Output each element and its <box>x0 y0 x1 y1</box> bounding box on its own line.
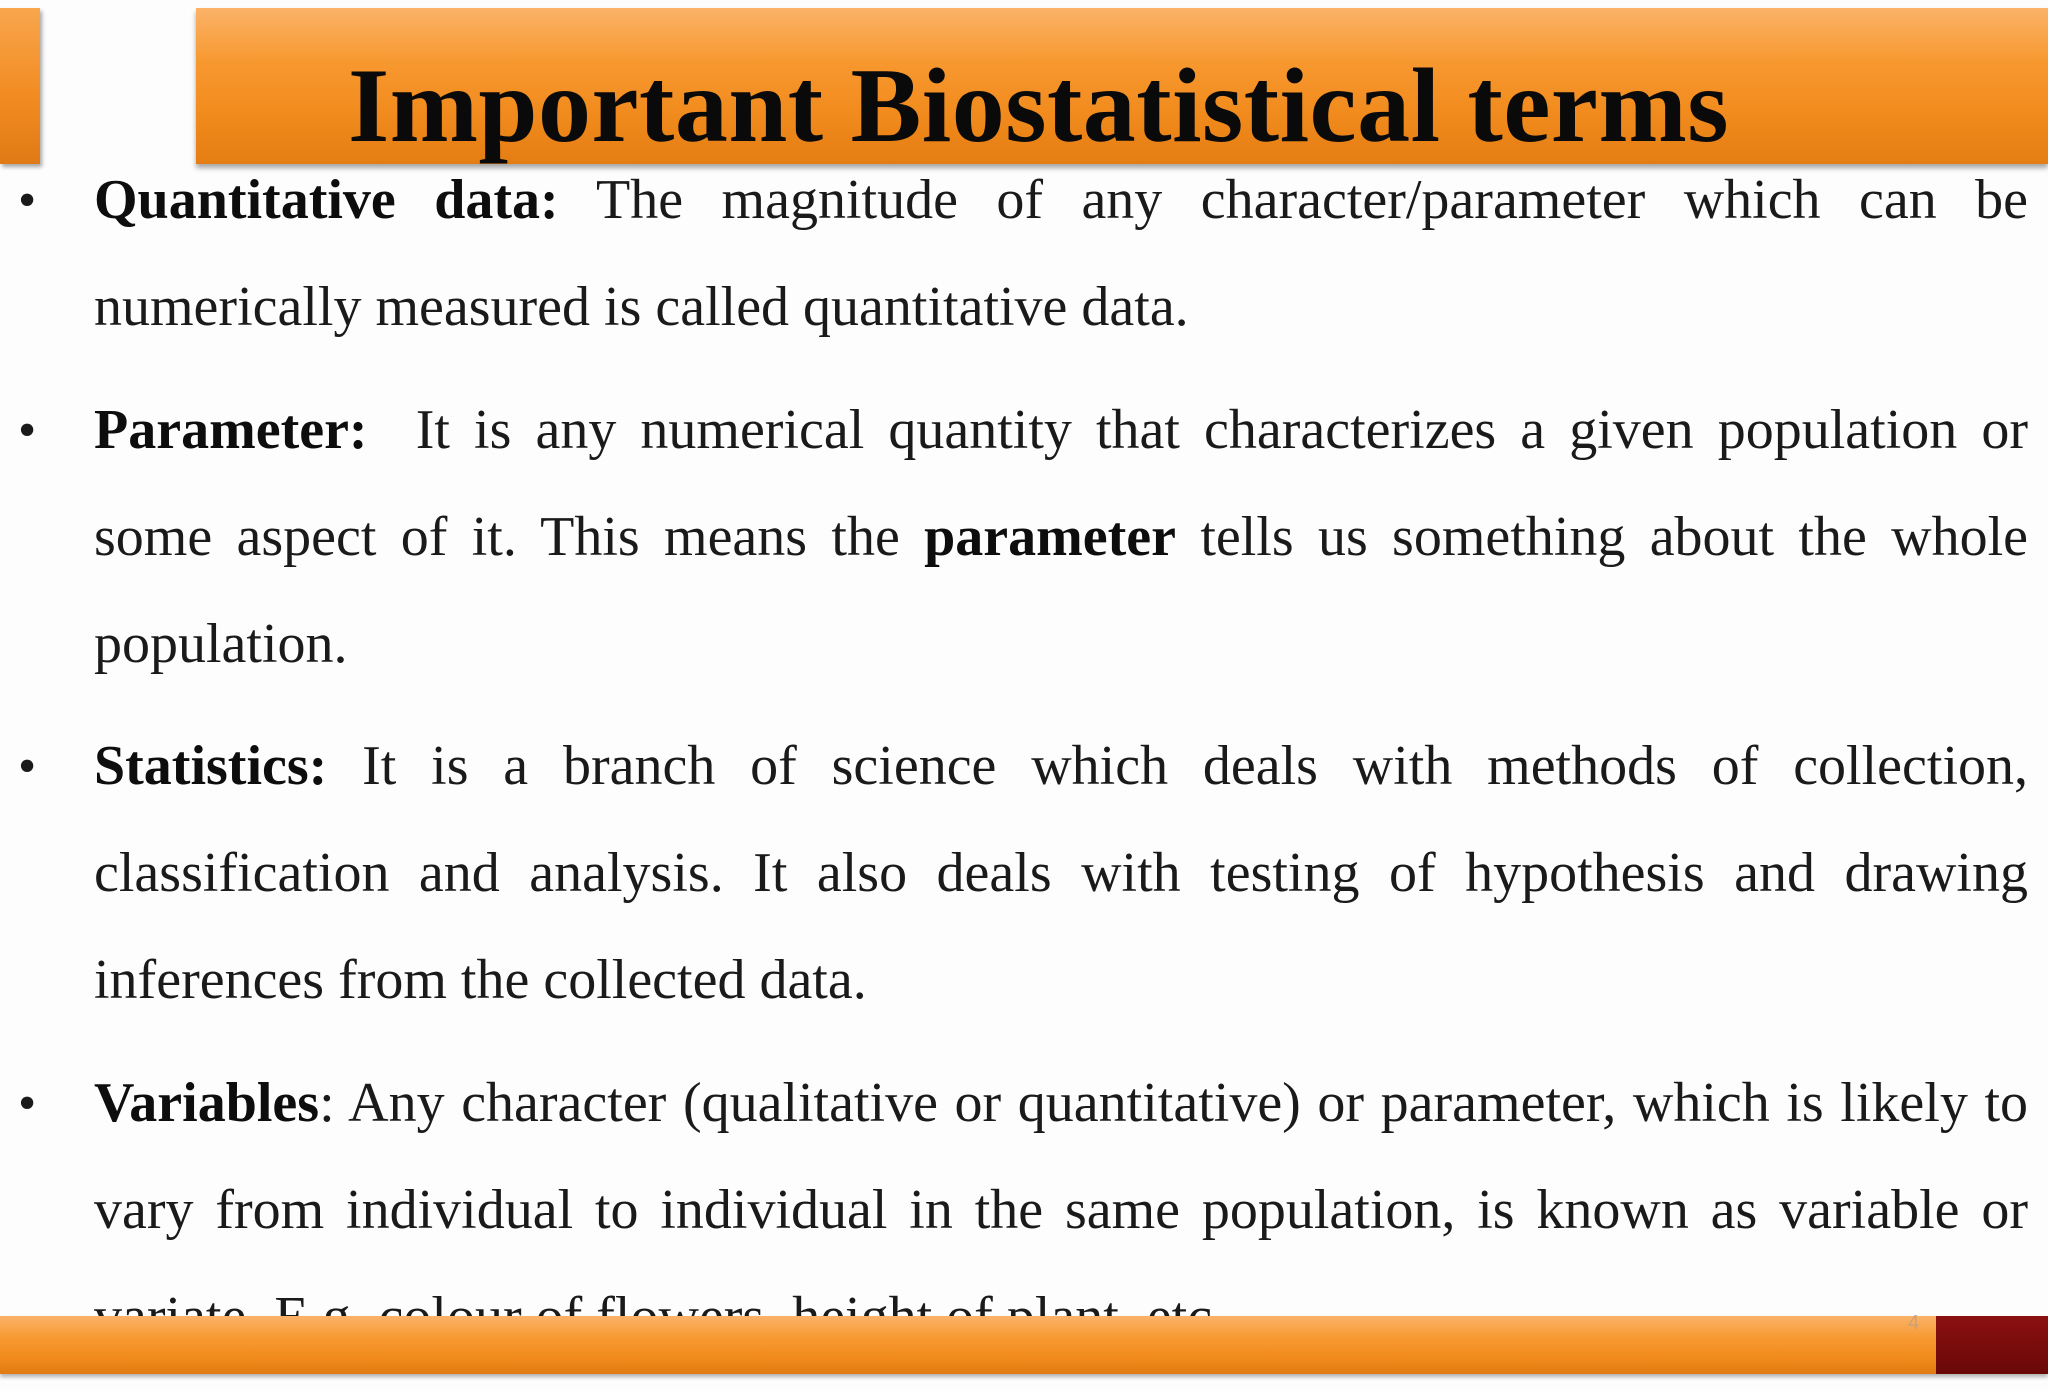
bullet-icon: • <box>18 1075 37 1132</box>
slide-title: Important Biostatistical terms <box>348 47 1729 164</box>
term-label: Quantitative data: <box>94 169 559 231</box>
emphasis-text: parameter <box>924 506 1176 568</box>
bullet-icon: • <box>18 402 37 459</box>
footer-bar <box>0 1316 2048 1374</box>
bullet-icon: • <box>18 738 37 795</box>
definition-body-end: tells us something about the whole population. <box>94 506 2029 675</box>
page-number: 4 <box>1908 1312 1920 1334</box>
definition-text <box>94 147 2028 361</box>
bullet-icon: • <box>18 172 37 229</box>
footer-corner-block <box>1936 1316 2048 1374</box>
definition-text <box>94 377 2042 698</box>
term-label: Statistics: <box>94 735 328 797</box>
term-label: Parameter: <box>94 399 368 461</box>
definition-body: : Any character (qualitative or quantitative) or parameter, which is likely to vary from individual to individual in the same population, is known as variable or <box>94 1072 2028 1241</box>
definition-body: It is any numerical quantity that characterizes a given population or some aspect of it. This means the <box>94 399 2042 568</box>
definition-body: The magnitude of any character/parameter which can be numerically measured is called quantitative data. <box>94 169 2028 338</box>
term-label: Variables <box>94 1072 320 1134</box>
definition-text <box>94 713 2028 1034</box>
definition-body: It is a branch of science which deals with methods of collection, classification and analysis. It also deals with testing of hypothesis and drawing inferences from the collected data. <box>94 735 2028 1011</box>
